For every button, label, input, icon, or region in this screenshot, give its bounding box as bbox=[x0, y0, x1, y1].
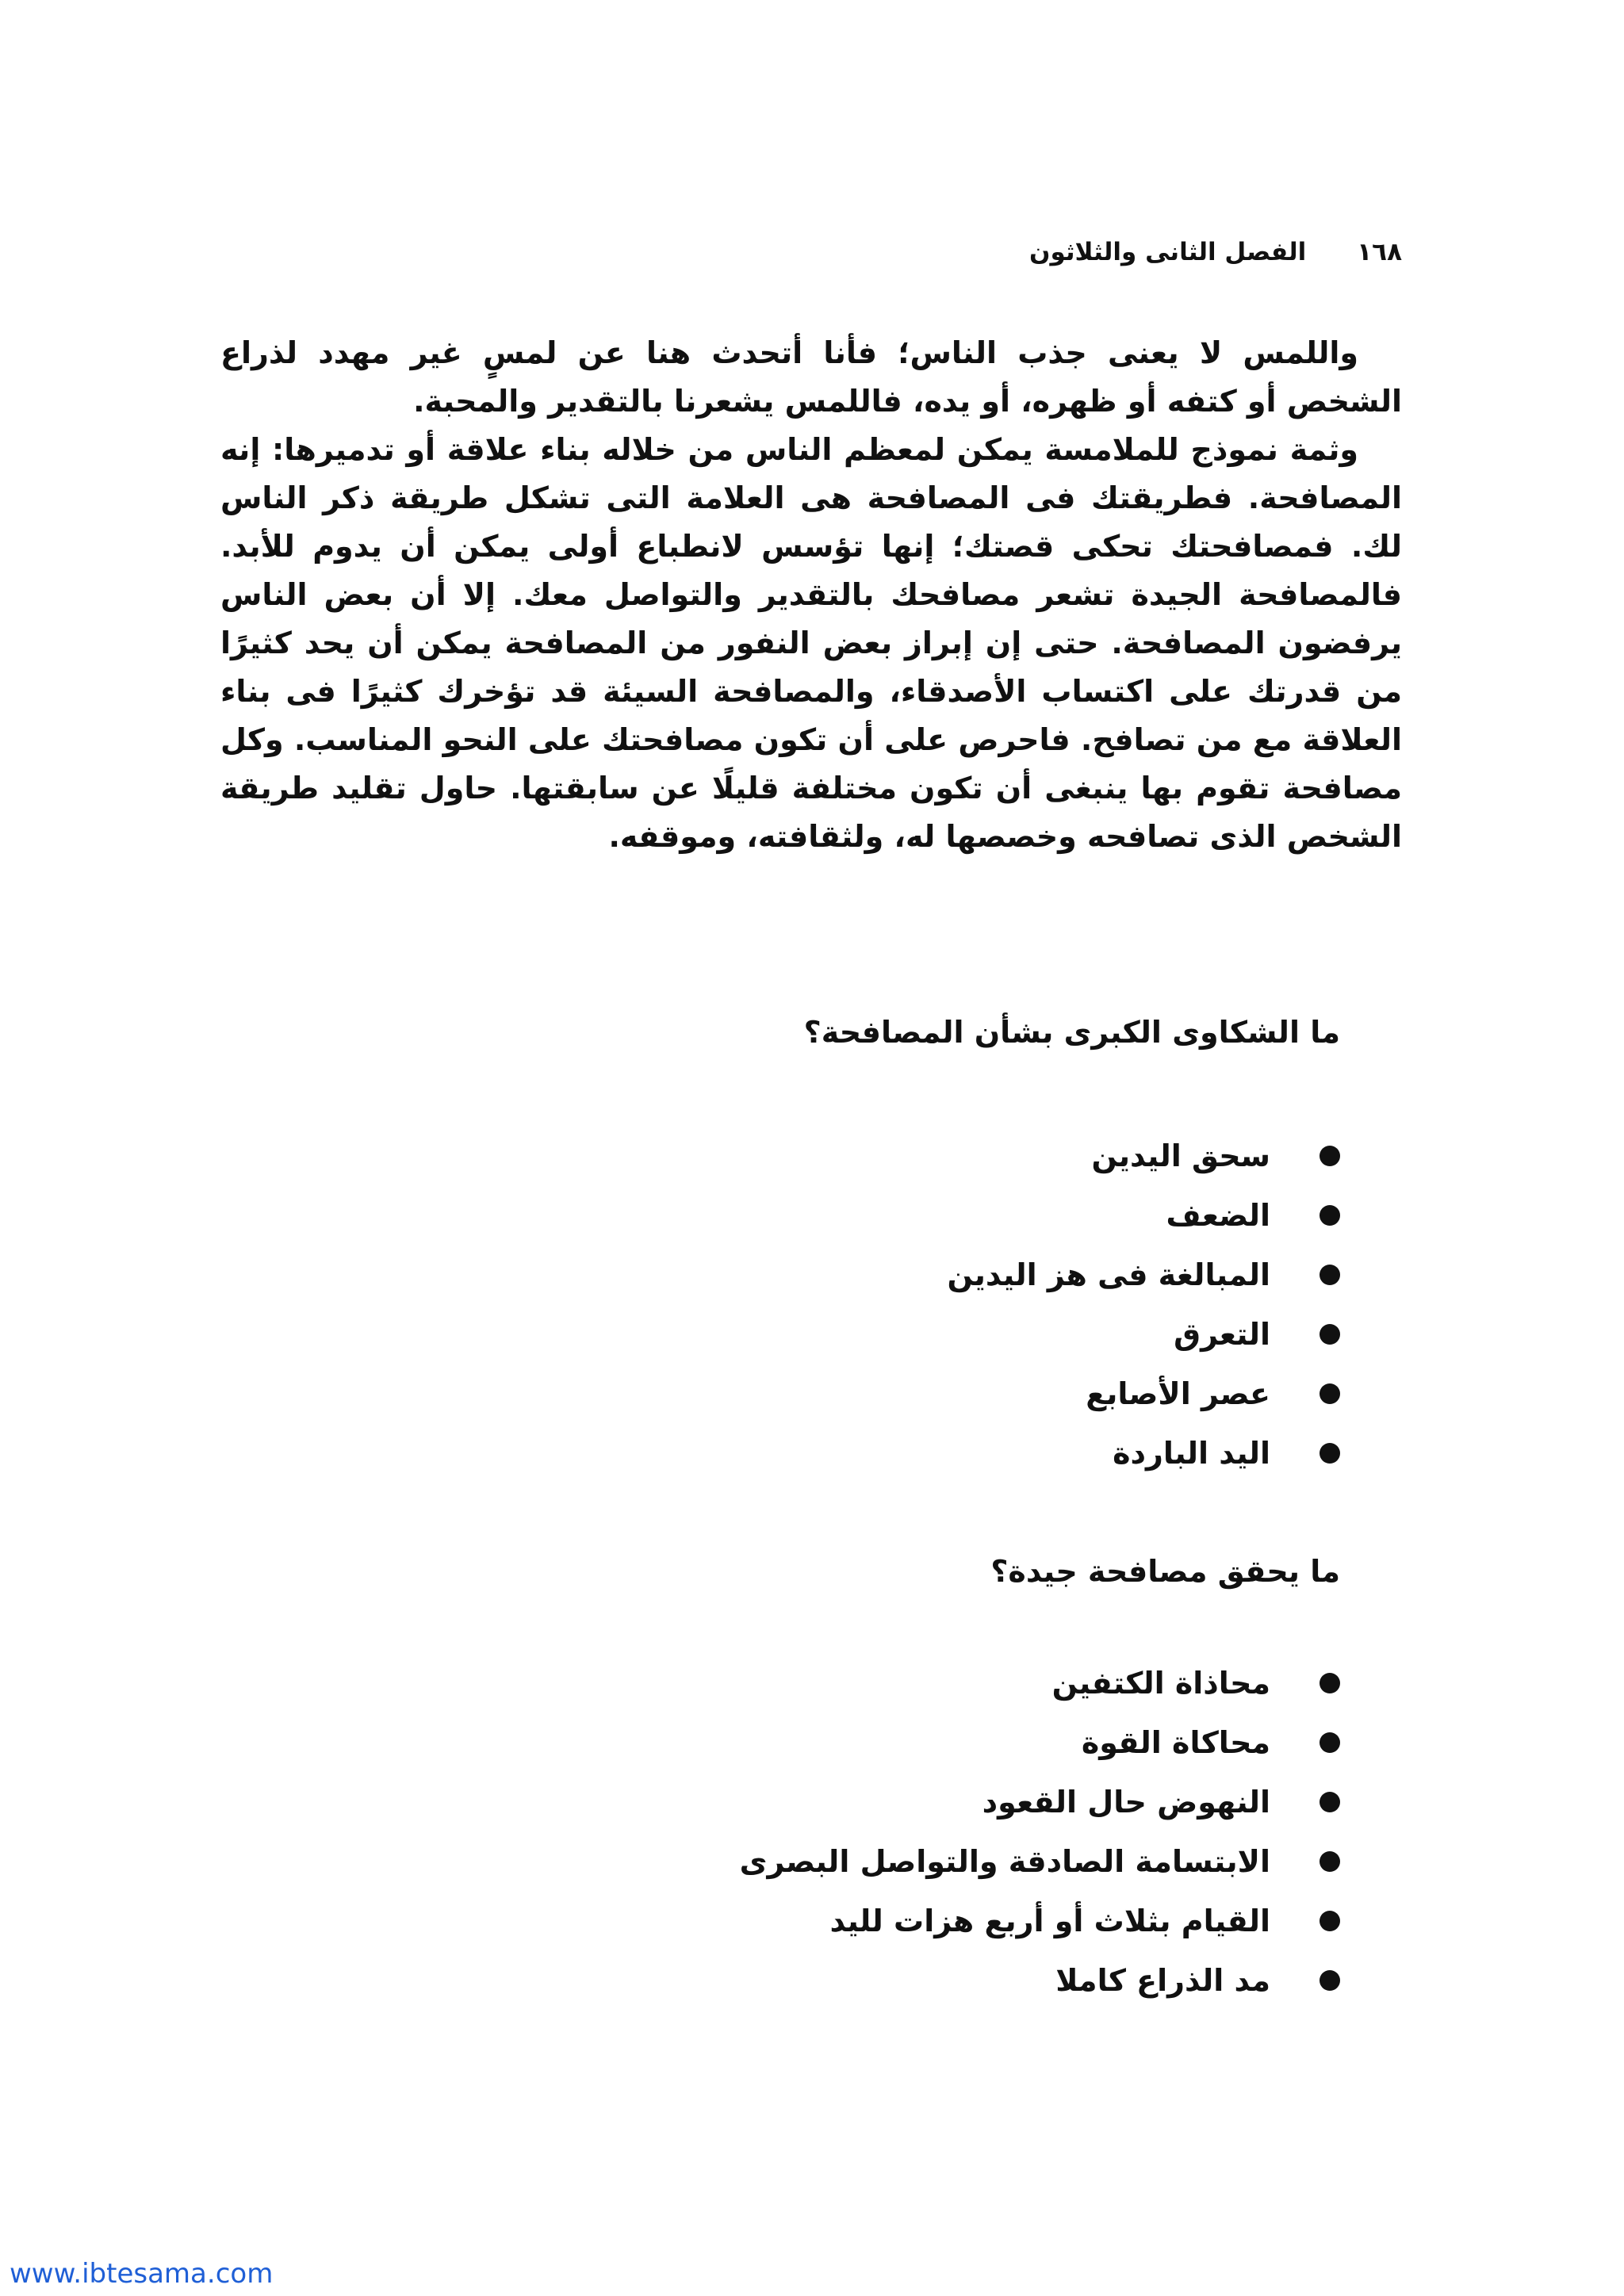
page-header bbox=[1029, 238, 1402, 266]
paragraph: واللمس لا يعنى جذب الناس؛ فأنا أتحدث هنا عن لمسٍ غير مهدد لذراع الشخص أو كتفه أو ظهره، أو يده، فاللمس يشعرنا بالتقدير والمحبة. bbox=[220, 335, 1402, 419]
list-item bbox=[230, 1772, 1340, 1831]
list-item-text: سحق اليدين bbox=[1091, 1138, 1270, 1173]
bullet-icon bbox=[1320, 1324, 1340, 1345]
bullet-icon bbox=[1320, 1673, 1340, 1693]
list-item-text: محاذاة الكتفين bbox=[1051, 1665, 1270, 1701]
list-item-text: القيام بثلاث أو أربع هزات لليد bbox=[829, 1903, 1270, 1938]
complaints-list bbox=[230, 1126, 1340, 1483]
list-item bbox=[230, 1304, 1340, 1364]
list-item bbox=[230, 1831, 1340, 1891]
bullet-icon bbox=[1320, 1146, 1340, 1166]
list-item bbox=[230, 1712, 1340, 1772]
bullet-icon bbox=[1320, 1851, 1340, 1872]
good-handshake-list bbox=[230, 1653, 1340, 2010]
list-item-text: المبالغة فى هز اليدين bbox=[947, 1257, 1270, 1292]
page-number: ١٦٨ bbox=[1357, 238, 1402, 266]
list-item bbox=[230, 1126, 1340, 1185]
list-item-text: الضعف bbox=[1166, 1197, 1270, 1233]
section-heading-good-handshake: ما يحقق مصافحة جيدة؟ bbox=[990, 1554, 1340, 1589]
list-item bbox=[230, 1364, 1340, 1423]
bullet-icon bbox=[1320, 1970, 1340, 1991]
chapter-running-head: الفصل الثانى والثلاثون bbox=[1029, 238, 1307, 266]
list-item-text: النهوض حال القعود bbox=[982, 1784, 1270, 1820]
list-item-text: مد الذراع كاملا bbox=[1055, 1962, 1270, 1998]
watermark-url: www.ibtesama.com bbox=[10, 2258, 274, 2290]
list-item-text: التعرق bbox=[1174, 1316, 1270, 1352]
list-item bbox=[230, 1950, 1340, 2010]
bullet-icon bbox=[1320, 1443, 1340, 1464]
list-item bbox=[230, 1423, 1340, 1483]
list-item-text: محاكاة القوة bbox=[1081, 1724, 1270, 1760]
list-item-text: اليد الباردة bbox=[1113, 1435, 1270, 1471]
paragraph: وثمة نموذج للملامسة يمكن لمعظم الناس من خلاله بناء علاقة أو تدميرها: إنه المصافحة. فطريقتك فى المصافحة هى العلامة التى تشكل طريقة ذكر الناس لك. فمصافحتك تحكى قصتك؛ إنها تؤسس لانطباع أولى يمكن أن يدوم للأبد. فالمصافحة الجيدة تشعر مصافحك بالتقدير والتواصل معك. إلا أن بعض الناس يرفضون المصافحة. حتى إن إبراز بعض النفور من المصافحة يمكن أن يحد كثيرًا من قدرتك على اكتساب الأصدقاء، والمصافحة السيئة قد تؤخرك كثيرًا فى بناء العلاقة مع من تصافح. فاحرص على أن تكون مصافحتك على النحو المناسب. وكل مصافحة تقوم بها ينبغى أن تكون مختلفة قليلًا عن سابقتها. حاول تقليد طريقة الشخص الذى تصافحه وخصصها له، ولثقافته، وموقفه. bbox=[220, 432, 1402, 854]
section-heading-complaints: ما الشكاوى الكبرى بشأن المصافحة؟ bbox=[803, 1015, 1340, 1050]
bullet-icon bbox=[1320, 1265, 1340, 1285]
bullet-icon bbox=[1320, 1732, 1340, 1753]
bullet-icon bbox=[1320, 1205, 1340, 1226]
list-item-text: عصر الأصابع bbox=[1086, 1376, 1270, 1411]
list-item bbox=[230, 1891, 1340, 1950]
list-item bbox=[230, 1185, 1340, 1245]
body-text bbox=[220, 329, 1402, 861]
bullet-icon bbox=[1320, 1383, 1340, 1404]
bullet-icon bbox=[1320, 1911, 1340, 1931]
bullet-icon bbox=[1320, 1792, 1340, 1812]
list-item bbox=[230, 1653, 1340, 1712]
list-item bbox=[230, 1245, 1340, 1304]
list-item-text: الابتسامة الصادقة والتواصل البصرى bbox=[739, 1843, 1270, 1879]
